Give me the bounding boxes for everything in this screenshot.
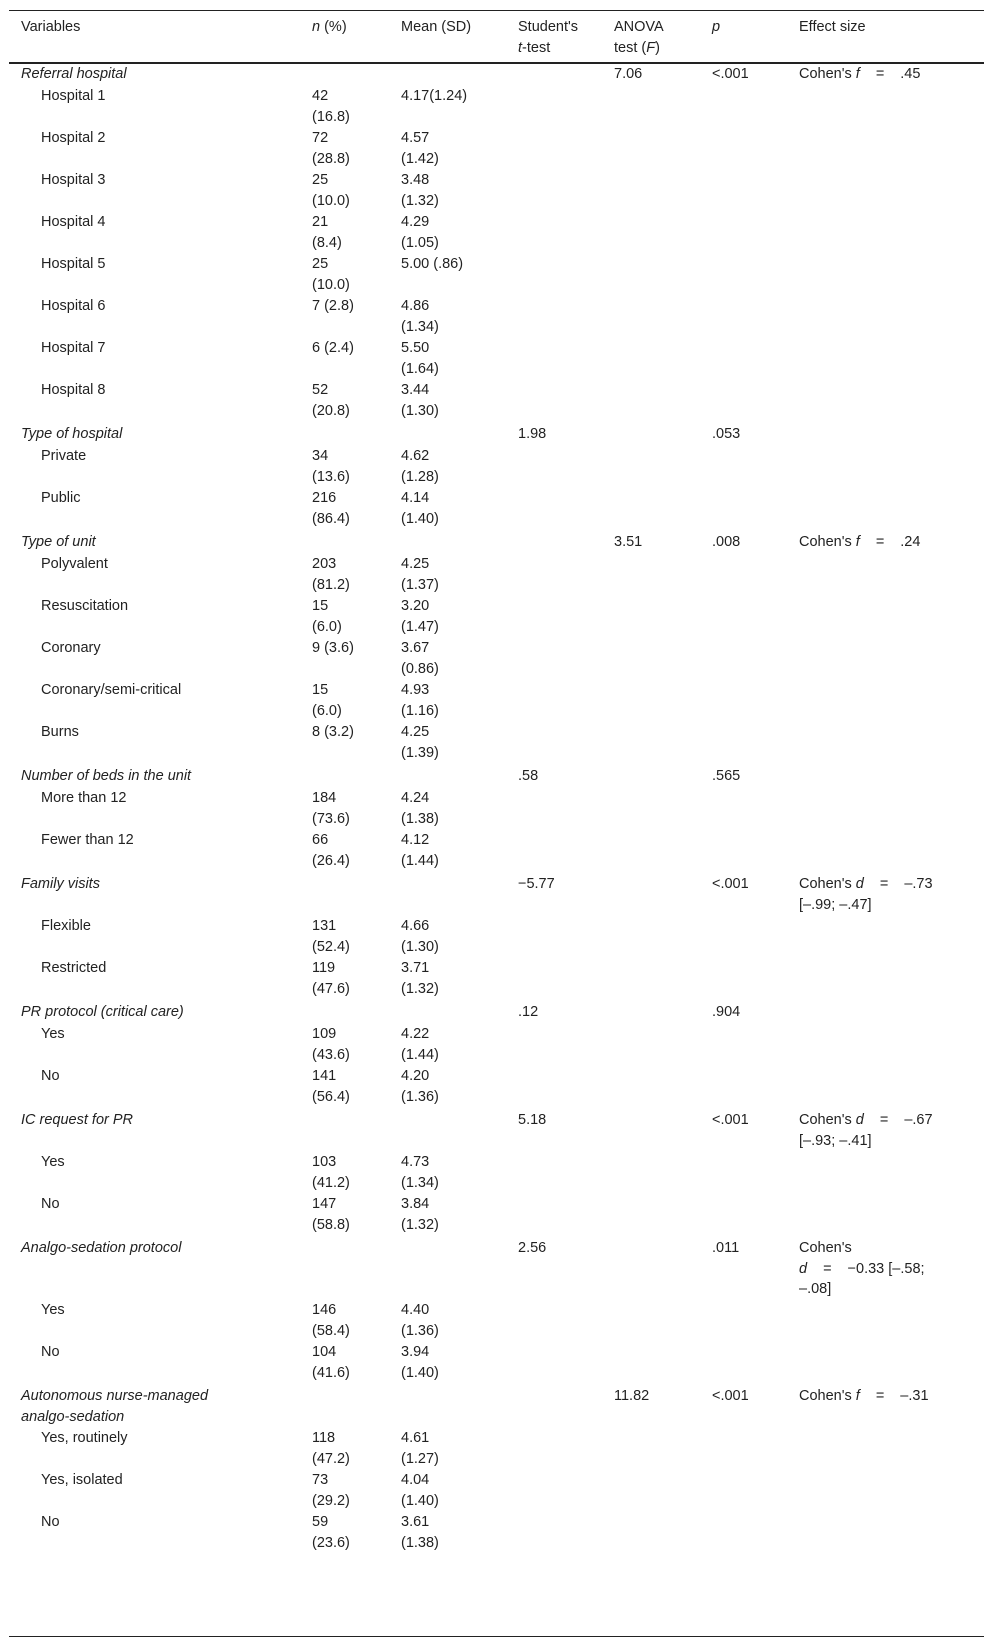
row-n-percent: 104 (41.6) xyxy=(312,1344,350,1381)
group-p-value: .565 xyxy=(712,768,741,784)
group-f-value: 7.06 xyxy=(614,66,643,82)
row-mean-sd: 3.94 (1.40) xyxy=(401,1344,439,1381)
row-n-percent: 8 (3.2) xyxy=(312,724,354,740)
row-n-percent: 42 (16.8) xyxy=(312,88,350,125)
row-label: Hospital 6 xyxy=(41,298,106,314)
row-label: Coronary xyxy=(41,640,101,656)
header-p: p xyxy=(712,19,721,35)
group-p-value: <.001 xyxy=(712,1388,749,1404)
row-n-percent: 216 (86.4) xyxy=(312,490,350,527)
row-n-percent: 147 (58.8) xyxy=(312,1196,350,1233)
row-mean-sd: 5.50 (1.64) xyxy=(401,340,439,377)
header-ttest: Student's t-test xyxy=(518,19,579,56)
row-mean-sd: 4.73 (1.34) xyxy=(401,1154,439,1191)
row-mean-sd: 4.20 (1.36) xyxy=(401,1068,439,1105)
row-n-percent: 73 (29.2) xyxy=(312,1472,350,1509)
row-label: Hospital 1 xyxy=(41,88,106,104)
group-t-value: 5.18 xyxy=(518,1112,547,1128)
row-label: No xyxy=(41,1068,60,1084)
row-label: Private xyxy=(41,448,87,464)
row-n-percent: 15 (6.0) xyxy=(312,598,342,635)
row-mean-sd: 4.22 (1.44) xyxy=(401,1026,439,1063)
group-title: PR protocol (critical care) xyxy=(21,1004,184,1020)
row-label: Resuscitation xyxy=(41,598,129,614)
group-p-value: <.001 xyxy=(712,876,749,892)
row-label: Yes, routinely xyxy=(41,1430,128,1446)
group-p-value: .008 xyxy=(712,534,741,550)
row-mean-sd: 4.61 (1.27) xyxy=(401,1430,439,1467)
row-n-percent: 9 (3.6) xyxy=(312,640,354,656)
header-mean-sd: Mean (SD) xyxy=(401,19,472,35)
row-n-percent: 146 (58.4) xyxy=(312,1302,350,1339)
row-n-percent: 59 (23.6) xyxy=(312,1514,350,1551)
row-n-percent: 15 (6.0) xyxy=(312,682,342,719)
row-label: Polyvalent xyxy=(41,556,108,572)
group-effect-size: Cohen's f = –.31 xyxy=(799,1388,929,1404)
group-p-value: .011 xyxy=(712,1240,740,1256)
group-t-value: .12 xyxy=(518,1004,539,1020)
group-title: Type of hospital xyxy=(21,426,123,442)
group-p-value: <.001 xyxy=(712,66,749,82)
row-n-percent: 6 (2.4) xyxy=(312,340,354,356)
row-label: Restricted xyxy=(41,960,107,976)
row-label: More than 12 xyxy=(41,790,127,806)
row-label: Flexible xyxy=(41,918,91,934)
header-variables: Variables xyxy=(21,19,81,35)
group-t-value: 1.98 xyxy=(518,426,547,442)
group-effect-size: Cohen's d = −0.33 [–.58; –.08] xyxy=(799,1240,925,1297)
row-n-percent: 25 (10.0) xyxy=(312,256,350,293)
group-t-value: 2.56 xyxy=(518,1240,547,1256)
row-mean-sd: 4.29 (1.05) xyxy=(401,214,439,251)
row-n-percent: 34 (13.6) xyxy=(312,448,350,485)
row-n-percent: 109 (43.6) xyxy=(312,1026,350,1063)
row-label: Burns xyxy=(41,724,79,740)
row-label: Hospital 3 xyxy=(41,172,106,188)
row-label: Hospital 7 xyxy=(41,340,106,356)
row-label: Hospital 5 xyxy=(41,256,106,272)
row-mean-sd: 4.25 (1.39) xyxy=(401,724,439,761)
row-mean-sd: 3.67 (0.86) xyxy=(401,640,439,677)
group-f-value: 3.51 xyxy=(614,534,643,550)
row-label: Yes xyxy=(41,1026,65,1042)
row-label: No xyxy=(41,1344,60,1360)
table-bottom-rule xyxy=(9,1636,984,1637)
row-mean-sd: 5.00 (.86) xyxy=(401,256,464,272)
group-title: IC request for PR xyxy=(21,1112,134,1128)
row-mean-sd: 3.84 (1.32) xyxy=(401,1196,439,1233)
row-n-percent: 119 (47.6) xyxy=(312,960,350,997)
row-mean-sd: 3.20 (1.47) xyxy=(401,598,439,635)
row-label: Hospital 8 xyxy=(41,382,106,398)
row-label: No xyxy=(41,1196,60,1212)
row-label: No xyxy=(41,1514,60,1530)
row-n-percent: 203 (81.2) xyxy=(312,556,350,593)
row-mean-sd: 3.61 (1.38) xyxy=(401,1514,439,1551)
group-t-value: .58 xyxy=(518,768,539,784)
row-mean-sd: 4.66 (1.30) xyxy=(401,918,439,955)
row-n-percent: 141 (56.4) xyxy=(312,1068,350,1105)
row-n-percent: 72 (28.8) xyxy=(312,130,350,167)
row-mean-sd: 4.12 (1.44) xyxy=(401,832,439,869)
group-title: Number of beds in the unit xyxy=(21,768,192,784)
row-n-percent: 131 (52.4) xyxy=(312,918,350,955)
row-n-percent: 25 (10.0) xyxy=(312,172,350,209)
group-title: Type of unit xyxy=(21,534,96,550)
group-effect-size: Cohen's d = –.67 [–.93; –.41] xyxy=(799,1112,933,1149)
row-n-percent: 118 (47.2) xyxy=(312,1430,350,1467)
header-n: n (%) xyxy=(312,19,347,35)
row-label: Yes xyxy=(41,1154,65,1170)
row-mean-sd: 4.25 (1.37) xyxy=(401,556,439,593)
header-anova: ANOVA test (F) xyxy=(614,19,664,56)
group-p-value: .053 xyxy=(712,426,741,442)
group-f-value: 11.82 xyxy=(614,1388,650,1404)
group-effect-size: Cohen's d = –.73 [–.99; –.47] xyxy=(799,876,933,913)
row-label: Yes, isolated xyxy=(41,1472,123,1488)
table-top-rule xyxy=(9,10,984,11)
row-mean-sd: 4.86 (1.34) xyxy=(401,298,439,335)
row-mean-sd: 3.44 (1.30) xyxy=(401,382,439,419)
row-mean-sd: 4.40 (1.36) xyxy=(401,1302,439,1339)
header-effect-size: Effect size xyxy=(799,19,866,35)
row-label: Public xyxy=(41,490,81,506)
group-title: Autonomous nurse-managed analgo-sedation xyxy=(21,1388,209,1425)
group-effect-size: Cohen's f = .24 xyxy=(799,534,921,550)
row-n-percent: 184 (73.6) xyxy=(312,790,350,827)
row-label: Yes xyxy=(41,1302,65,1318)
group-t-value: −5.77 xyxy=(518,876,555,892)
group-effect-size: Cohen's f = .45 xyxy=(799,66,921,82)
row-mean-sd: 4.17(1.24) xyxy=(401,88,468,104)
row-label: Hospital 2 xyxy=(41,130,106,146)
row-mean-sd: 3.71 (1.32) xyxy=(401,960,439,997)
row-label: Fewer than 12 xyxy=(41,832,134,848)
group-title: Referral hospital xyxy=(21,66,127,82)
row-n-percent: 66 (26.4) xyxy=(312,832,350,869)
group-p-value: <.001 xyxy=(712,1112,749,1128)
row-n-percent: 52 (20.8) xyxy=(312,382,350,419)
row-label: Hospital 4 xyxy=(41,214,106,230)
group-title: Analgo-sedation protocol xyxy=(21,1240,182,1256)
row-mean-sd: 4.24 (1.38) xyxy=(401,790,439,827)
row-n-percent: 103 (41.2) xyxy=(312,1154,350,1191)
row-n-percent: 7 (2.8) xyxy=(312,298,354,314)
row-mean-sd: 4.57 (1.42) xyxy=(401,130,439,167)
row-n-percent: 21 (8.4) xyxy=(312,214,342,251)
row-mean-sd: 4.62 (1.28) xyxy=(401,448,439,485)
row-mean-sd: 4.14 (1.40) xyxy=(401,490,439,527)
group-p-value: .904 xyxy=(712,1004,741,1020)
row-mean-sd: 3.48 (1.32) xyxy=(401,172,439,209)
row-mean-sd: 4.04 (1.40) xyxy=(401,1472,439,1509)
row-label: Coronary/semi-critical xyxy=(41,682,182,698)
group-title: Family visits xyxy=(21,876,100,892)
row-mean-sd: 4.93 (1.16) xyxy=(401,682,439,719)
